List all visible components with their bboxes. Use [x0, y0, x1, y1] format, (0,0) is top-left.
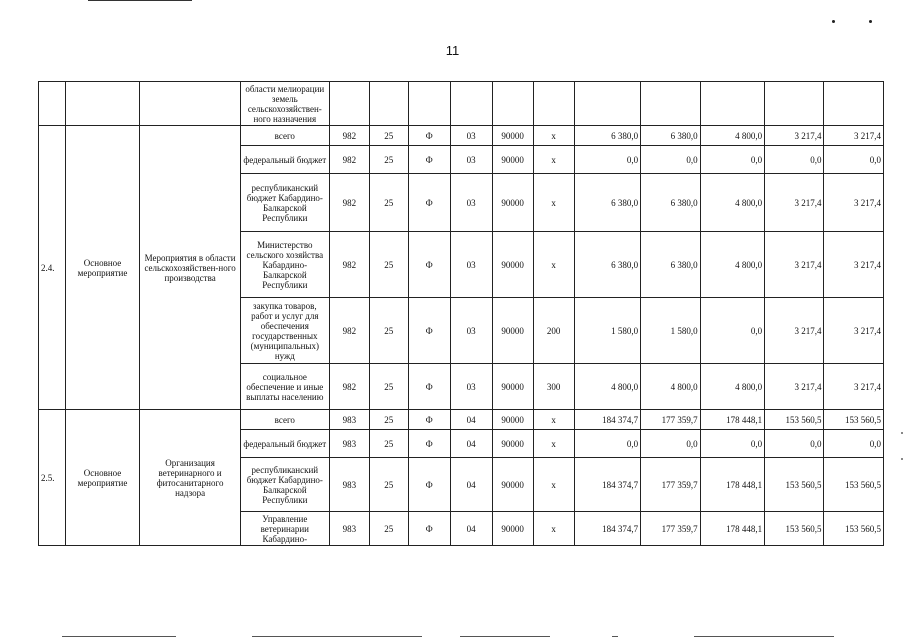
code-om: 03: [450, 298, 492, 364]
funding-source: республиканский бюджет Кабардино-Балкарской Республики: [240, 174, 329, 232]
code-vr: 300: [533, 364, 574, 410]
value-1: 0,0: [574, 146, 641, 174]
activity-name: Организация ветеринарного и фитосанитарного надзора: [140, 410, 240, 546]
table-row: [39, 82, 884, 126]
value-3: 178 448,1: [700, 512, 765, 546]
value-5: 153 560,5: [824, 512, 884, 546]
funding-source: области мелиорации земель сельскохозяйствен-ного назначения: [240, 82, 329, 126]
funding-source: Министерство сельского хозяйства Кабардино-Балкарской Республики: [240, 232, 329, 298]
code-grbs: 982: [329, 364, 369, 410]
code-gp: 25: [369, 126, 408, 146]
code-direction: 90000: [492, 232, 533, 298]
code-gp: 25: [369, 298, 408, 364]
funding-source: республиканский бюджет Кабардино-Балкарской Республики: [240, 458, 329, 512]
row-number: 2.5.: [39, 410, 66, 546]
code-vr: х: [533, 458, 574, 512]
value-3: 178 448,1: [700, 410, 765, 430]
value-2: 6 380,0: [641, 126, 700, 146]
code-direction: 90000: [492, 512, 533, 546]
value-1: 6 380,0: [574, 126, 641, 146]
code-pgp: Ф: [408, 174, 450, 232]
value-5: 0,0: [824, 146, 884, 174]
value-3: 0,0: [700, 146, 765, 174]
value-4: 153 560,5: [765, 512, 824, 546]
code-direction: 90000: [492, 298, 533, 364]
code-gp: 25: [369, 232, 408, 298]
value-1: 1 580,0: [574, 298, 641, 364]
code-vr: х: [533, 126, 574, 146]
code-grbs: 982: [329, 232, 369, 298]
code-direction: 90000: [492, 126, 533, 146]
code-pgp: Ф: [408, 512, 450, 546]
code-vr: х: [533, 174, 574, 232]
value-4: 0,0: [765, 430, 824, 458]
value-4: 3 217,4: [765, 364, 824, 410]
code-gp: 25: [369, 512, 408, 546]
code-om: [450, 82, 492, 126]
code-vr: 200: [533, 298, 574, 364]
value-3: 0,0: [700, 430, 765, 458]
code-om: 03: [450, 146, 492, 174]
table-row: [39, 126, 884, 146]
value-2: 0,0: [641, 430, 700, 458]
code-pgp: Ф: [408, 126, 450, 146]
code-grbs: [329, 82, 369, 126]
value-5: 3 217,4: [824, 298, 884, 364]
code-vr: [533, 82, 574, 126]
activity-type: Основное мероприятие: [65, 410, 140, 546]
row-number: 2.4.: [39, 126, 66, 410]
code-grbs: 982: [329, 126, 369, 146]
table-row: [39, 410, 884, 430]
funding-source: федеральный бюджет: [240, 430, 329, 458]
code-om: 03: [450, 364, 492, 410]
code-gp: [369, 82, 408, 126]
value-1: 6 380,0: [574, 232, 641, 298]
value-4: 3 217,4: [765, 126, 824, 146]
funding-source: всего: [240, 126, 329, 146]
code-pgp: Ф: [408, 146, 450, 174]
value-1: 184 374,7: [574, 410, 641, 430]
value-2: 177 359,7: [641, 512, 700, 546]
scan-dot: [832, 20, 835, 23]
activity-type: [65, 82, 140, 126]
code-om: 04: [450, 458, 492, 512]
value-1: 6 380,0: [574, 174, 641, 232]
scan-mark: [901, 432, 903, 434]
value-1: 4 800,0: [574, 364, 641, 410]
value-4: 153 560,5: [765, 458, 824, 512]
code-gp: 25: [369, 174, 408, 232]
scan-mark: [901, 458, 903, 460]
value-5: 3 217,4: [824, 232, 884, 298]
funding-source: всего: [240, 410, 329, 430]
page-number: 11: [445, 43, 460, 58]
value-2: 4 800,0: [641, 364, 700, 410]
value-5: [824, 82, 884, 126]
scan-dot: [869, 20, 872, 23]
code-grbs: 983: [329, 458, 369, 512]
value-5: 3 217,4: [824, 364, 884, 410]
code-pgp: Ф: [408, 430, 450, 458]
code-direction: 90000: [492, 174, 533, 232]
code-vr: х: [533, 512, 574, 546]
value-1: 184 374,7: [574, 512, 641, 546]
funding-source: социальное обеспечение и иные выплаты населению: [240, 364, 329, 410]
value-2: 0,0: [641, 146, 700, 174]
value-5: 0,0: [824, 430, 884, 458]
code-direction: 90000: [492, 410, 533, 430]
code-direction: 90000: [492, 430, 533, 458]
code-pgp: [408, 82, 450, 126]
value-3: [700, 82, 765, 126]
code-gp: 25: [369, 410, 408, 430]
program-table: [38, 81, 884, 546]
code-vr: х: [533, 146, 574, 174]
code-om: 03: [450, 126, 492, 146]
code-pgp: Ф: [408, 458, 450, 512]
value-3: 4 800,0: [700, 232, 765, 298]
value-5: 3 217,4: [824, 174, 884, 232]
code-pgp: Ф: [408, 364, 450, 410]
value-4: 3 217,4: [765, 232, 824, 298]
value-5: 153 560,5: [824, 410, 884, 430]
code-direction: 90000: [492, 364, 533, 410]
value-4: 153 560,5: [765, 410, 824, 430]
value-1: 184 374,7: [574, 458, 641, 512]
value-2: 177 359,7: [641, 410, 700, 430]
code-direction: [492, 82, 533, 126]
activity-name: Мероприятия в области сельскохозяйствен-ного производства: [140, 126, 240, 410]
top-rule: [88, 0, 192, 1]
code-grbs: 983: [329, 430, 369, 458]
code-pgp: Ф: [408, 298, 450, 364]
funding-source: федеральный бюджет: [240, 146, 329, 174]
code-pgp: Ф: [408, 232, 450, 298]
value-4: 3 217,4: [765, 174, 824, 232]
code-direction: 90000: [492, 146, 533, 174]
funding-source: Управление ветеринарии Кабардино-: [240, 512, 329, 546]
value-4: [765, 82, 824, 126]
value-3: 4 800,0: [700, 364, 765, 410]
value-2: 6 380,0: [641, 232, 700, 298]
code-grbs: 982: [329, 174, 369, 232]
code-vr: х: [533, 232, 574, 298]
value-3: 4 800,0: [700, 174, 765, 232]
value-4: 3 217,4: [765, 298, 824, 364]
value-2: 6 380,0: [641, 174, 700, 232]
value-1: [574, 82, 641, 126]
code-grbs: 982: [329, 146, 369, 174]
code-grbs: 983: [329, 410, 369, 430]
code-pgp: Ф: [408, 410, 450, 430]
row-number: [39, 82, 66, 126]
code-om: 04: [450, 512, 492, 546]
value-1: 0,0: [574, 430, 641, 458]
activity-name: [140, 82, 240, 126]
value-3: 0,0: [700, 298, 765, 364]
code-om: 04: [450, 410, 492, 430]
code-gp: 25: [369, 364, 408, 410]
value-3: 178 448,1: [700, 458, 765, 512]
code-direction: 90000: [492, 458, 533, 512]
value-5: 3 217,4: [824, 126, 884, 146]
activity-type: Основное мероприятие: [65, 126, 140, 410]
funding-source: закупка товаров, работ и услуг для обеспечения государственных (муниципальных) нужд: [240, 298, 329, 364]
code-gp: 25: [369, 430, 408, 458]
value-5: 153 560,5: [824, 458, 884, 512]
code-gp: 25: [369, 458, 408, 512]
value-2: [641, 82, 700, 126]
code-om: 04: [450, 430, 492, 458]
code-gp: 25: [369, 146, 408, 174]
value-2: 177 359,7: [641, 458, 700, 512]
code-grbs: 983: [329, 512, 369, 546]
code-om: 03: [450, 174, 492, 232]
code-vr: х: [533, 430, 574, 458]
value-2: 1 580,0: [641, 298, 700, 364]
code-vr: х: [533, 410, 574, 430]
code-grbs: 982: [329, 298, 369, 364]
code-om: 03: [450, 232, 492, 298]
value-4: 0,0: [765, 146, 824, 174]
value-3: 4 800,0: [700, 126, 765, 146]
